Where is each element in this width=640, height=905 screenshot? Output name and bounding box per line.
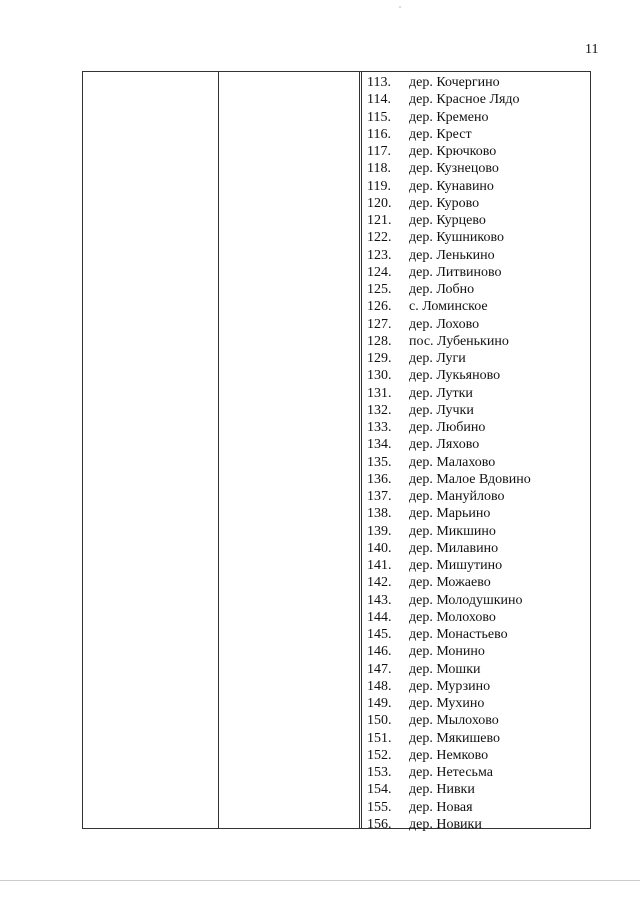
settlement-name: дер. Можаево [409,575,491,591]
settlement-row [365,160,590,177]
settlement-number: 140. [367,540,392,556]
settlement-row [365,764,590,781]
settlement-name: с. Ломинское [409,299,488,315]
settlement-row [365,126,590,143]
settlement-row [365,436,590,453]
settlement-row [365,195,590,212]
settlement-number: 147. [367,661,392,677]
settlement-name: дер. Курцево [409,213,486,228]
settlement-number: 149. [367,696,392,711]
settlement-row [365,247,590,264]
settlement-name: дер. Мылохово [409,713,499,729]
settlement-number: 120. [367,195,392,211]
settlement-number: 142. [367,575,392,591]
settlement-number: 154. [367,782,392,798]
settlement-row [365,143,590,160]
settlement-name: дер. Курово [409,195,480,211]
settlement-number: 152. [367,747,392,763]
settlement-row [365,747,590,764]
settlement-name: дер. Мишутино [409,558,503,573]
settlement-name: дер. Немково [409,747,489,763]
page-number: 11 [585,42,599,57]
settlement-name: пос. Лубенькино [409,333,509,349]
settlement-number: 115. [367,109,391,125]
settlement-row [365,316,590,333]
settlement-number: 127. [367,316,392,332]
settlement-number: 124. [367,264,392,280]
settlement-name: дер. Нетесьма [409,765,493,780]
settlement-number: 143. [367,592,392,608]
settlement-row [365,557,590,574]
column-divider [218,72,219,828]
settlement-name: дер. Кушниково [409,230,504,246]
settlement-name: дер. Кунавино [409,178,494,194]
settlement-row [365,298,590,315]
settlement-row [365,91,590,108]
settlement-name: дер. Монино [409,644,485,660]
settlement-name: дер. Лобно [409,282,475,297]
settlement-name: дер. Марьино [409,506,491,522]
settlement-number: 146. [367,644,392,660]
settlement-name: дер. Кузнецово [409,161,499,177]
settlement-name: дер. Лучки [409,402,474,418]
settlement-name: дер. Кремено [409,109,489,125]
settlement-number: 118. [367,161,391,177]
settlement-name: дер. Малахово [409,454,496,470]
settlements-table [82,71,591,832]
settlement-name: дер. Лохово [409,316,480,332]
settlement-number: 148. [367,678,392,694]
settlement-name: дер. Мякишево [409,730,501,746]
settlement-number: 126. [367,299,392,315]
settlement-row [365,488,590,505]
settlement-name: дер. Микшино [409,523,496,539]
settlement-name: дер. Новики [409,816,482,832]
page-bottom-rule [0,880,640,881]
settlement-name: дер. Малое Вдовино [409,471,531,487]
settlement-number: 144. [367,609,392,625]
settlement-number: 123. [367,247,392,263]
column-divider [361,72,362,828]
settlement-row [365,712,590,729]
settlement-number: 119. [367,178,391,194]
settlement-number: 139. [367,523,392,539]
settlement-row [365,350,590,367]
settlement-name: дер. Красное Лядо [409,92,520,108]
settlement-name: дер. Нивки [409,782,475,798]
settlement-row [365,523,590,540]
settlement-number: 131. [367,385,392,401]
settlement-name: дер. Лутки [409,385,473,401]
settlement-row [365,454,590,471]
settlement-name: дер. Мануйлово [409,489,505,504]
settlement-number: 155. [367,799,392,815]
settlement-row [365,540,590,557]
settlement-row [365,402,590,419]
settlement-row [365,212,590,229]
settlement-number: 145. [367,627,392,642]
settlement-name: дер. Мошки [409,661,481,677]
settlement-number: 153. [367,765,392,780]
settlement-row [365,471,590,488]
scan-speck [399,6,401,8]
settlement-name: дер. Молохово [409,609,496,625]
settlement-number: 138. [367,506,392,522]
settlement-row [365,592,590,609]
settlement-row [365,730,590,747]
settlement-name: дер. Лукьяново [409,368,501,384]
settlement-row [365,74,590,91]
settlement-number: 114. [367,92,391,108]
settlement-row [365,333,590,350]
settlement-number: 156. [367,816,392,832]
settlement-name: дер. Крест [409,126,472,142]
settlement-number: 134. [367,437,392,453]
settlement-number: 113. [367,75,391,90]
settlement-name: дер. Кочергино [409,75,500,90]
settlement-name: дер. Ленькино [409,247,495,263]
settlement-name: дер. Мухино [409,696,485,711]
settlement-name: дер. Ляхово [409,437,480,453]
settlement-list [365,74,590,833]
settlement-row [365,574,590,591]
settlement-number: 116. [367,126,391,142]
settlement-number: 132. [367,402,392,418]
settlement-name: дер. Любино [409,420,486,435]
settlement-row [365,281,590,298]
settlement-row [365,178,590,195]
settlement-number: 129. [367,351,392,366]
settlement-name: дер. Милавино [409,540,499,556]
settlement-number: 128. [367,333,392,349]
settlement-name: дер. Мурзино [409,678,491,694]
settlement-row [365,229,590,246]
settlement-number: 141. [367,558,392,573]
settlement-name: дер. Луги [409,351,466,366]
settlement-row [365,781,590,798]
settlement-number: 137. [367,489,392,504]
settlement-number: 150. [367,713,392,729]
settlement-row [365,816,590,833]
settlement-number: 130. [367,368,392,384]
settlement-row [365,264,590,281]
settlement-number: 133. [367,420,392,435]
settlement-number: 151. [367,730,392,746]
settlement-name: дер. Новая [409,799,473,815]
settlement-row [365,419,590,436]
settlement-number: 117. [367,144,391,159]
settlement-name: дер. Крючково [409,144,497,159]
settlement-row [365,505,590,522]
settlement-name: дер. Литвиново [409,264,502,280]
settlement-row [365,695,590,712]
settlement-name: дер. Монастьево [409,627,508,642]
settlement-row [365,678,590,695]
settlement-row [365,609,590,626]
settlement-number: 135. [367,454,392,470]
settlement-number: 122. [367,230,392,246]
settlement-row [365,367,590,384]
settlement-row [365,626,590,643]
settlement-row [365,109,590,126]
settlement-number: 121. [367,213,392,228]
settlement-row [365,799,590,816]
settlement-row [365,385,590,402]
settlement-number: 125. [367,282,392,297]
settlement-name: дер. Молодушкино [409,592,523,608]
settlement-row [365,643,590,660]
settlement-number: 136. [367,471,392,487]
column-divider [359,72,360,828]
settlement-row [365,661,590,678]
